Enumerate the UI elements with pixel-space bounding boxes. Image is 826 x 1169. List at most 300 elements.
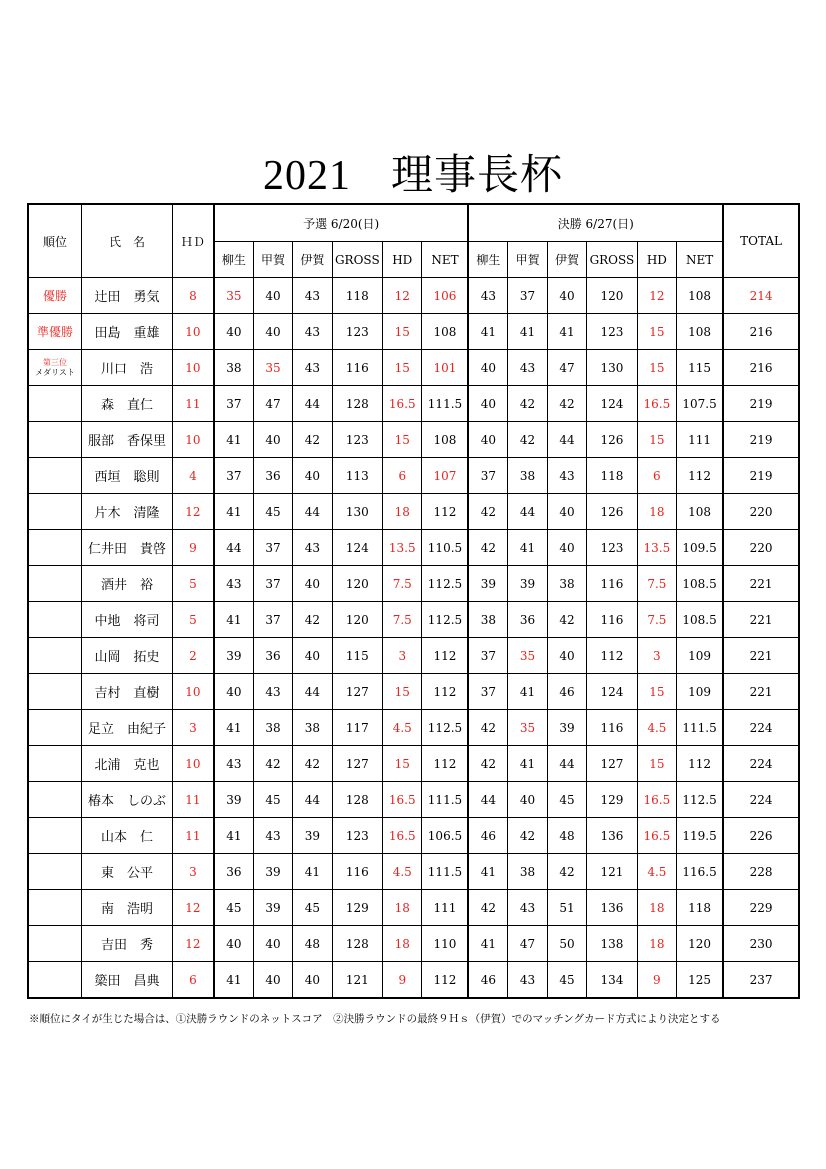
rank-cell [28, 386, 82, 422]
final-score: 43 [547, 458, 586, 494]
final-score: 129 [587, 782, 638, 818]
prelim-score: 36 [214, 854, 253, 890]
prelim-score: 15 [383, 350, 422, 386]
prelim-score: 44 [214, 530, 253, 566]
prelim-score: 112 [422, 674, 469, 710]
prelim-score: 121 [332, 962, 383, 999]
prelim-score: 41 [293, 854, 332, 890]
prelim-score: 40 [214, 926, 253, 962]
prelim-score: 42 [293, 422, 332, 458]
prelim-score: 106.5 [422, 818, 469, 854]
prelim-score: 40 [214, 314, 253, 350]
prelim-score: 7.5 [383, 566, 422, 602]
final-score: 40 [547, 530, 586, 566]
table-row [28, 674, 799, 710]
prelim-score: 4.5 [383, 854, 422, 890]
final-score: 37 [468, 458, 507, 494]
prelim-score: 116 [332, 854, 383, 890]
prelim-score: 38 [214, 350, 253, 386]
prelim-score: 123 [332, 422, 383, 458]
prelim-score: 112 [422, 494, 469, 530]
final-score: 38 [468, 602, 507, 638]
total-score: 224 [723, 710, 799, 746]
player-name: 吉村 直樹 [82, 674, 173, 710]
player-name: 田島 重雄 [82, 314, 173, 350]
prelim-score: 41 [214, 818, 253, 854]
prelim-score: 106 [422, 278, 469, 314]
header-prelim-yagyu: 柳生 [214, 242, 253, 278]
prelim-score: 111.5 [422, 782, 469, 818]
prelim-score: 18 [383, 494, 422, 530]
player-name: 吉田 秀 [82, 926, 173, 962]
page-title [0, 142, 826, 202]
prelim-score: 112.5 [422, 602, 469, 638]
rank-cell [28, 890, 82, 926]
handicap: 9 [172, 530, 213, 566]
final-score: 37 [508, 278, 547, 314]
title-name: 理事長杯 [390, 150, 563, 199]
player-name: 北浦 克也 [82, 746, 173, 782]
prelim-score: 36 [253, 638, 292, 674]
player-name: 片木 清隆 [82, 494, 173, 530]
total-score: 214 [723, 278, 799, 314]
rank-cell [28, 422, 82, 458]
final-score: 18 [637, 926, 676, 962]
prelim-score: 128 [332, 386, 383, 422]
prelim-score: 127 [332, 746, 383, 782]
prelim-score: 4.5 [383, 710, 422, 746]
prelim-score: 129 [332, 890, 383, 926]
player-name: 中地 将司 [82, 602, 173, 638]
prelim-score: 47 [253, 386, 292, 422]
prelim-score: 43 [293, 314, 332, 350]
prelim-score: 42 [293, 602, 332, 638]
prelim-score: 112 [422, 638, 469, 674]
final-score: 42 [508, 422, 547, 458]
prelim-score: 112.5 [422, 566, 469, 602]
table-row [28, 314, 799, 350]
final-score: 12 [637, 278, 676, 314]
rank-cell [28, 962, 82, 999]
prelim-score: 45 [214, 890, 253, 926]
final-score: 119.5 [677, 818, 724, 854]
prelim-score: 45 [253, 494, 292, 530]
final-score: 18 [637, 494, 676, 530]
prelim-score: 40 [253, 926, 292, 962]
final-score: 107.5 [677, 386, 724, 422]
prelim-score: 3 [383, 638, 422, 674]
table-row [28, 422, 799, 458]
final-score: 43 [468, 278, 507, 314]
final-score: 115 [677, 350, 724, 386]
final-score: 43 [508, 350, 547, 386]
final-score: 118 [587, 458, 638, 494]
final-score: 116 [587, 602, 638, 638]
final-score: 108 [677, 278, 724, 314]
header-prelim-gross: GROSS [332, 242, 383, 278]
prelim-score: 45 [253, 782, 292, 818]
rank-cell [28, 746, 82, 782]
final-score: 42 [547, 386, 586, 422]
prelim-score: 39 [253, 890, 292, 926]
final-score: 111.5 [677, 710, 724, 746]
prelim-score: 44 [293, 674, 332, 710]
prelim-score: 43 [293, 278, 332, 314]
total-score: 219 [723, 386, 799, 422]
handicap: 3 [172, 710, 213, 746]
final-score: 40 [547, 278, 586, 314]
header-final-yagyu: 柳生 [468, 242, 507, 278]
final-score: 138 [587, 926, 638, 962]
total-score: 229 [723, 890, 799, 926]
player-name: 山本 仁 [82, 818, 173, 854]
header-name: 氏 名 [82, 204, 173, 278]
handicap: 8 [172, 278, 213, 314]
final-score: 124 [587, 674, 638, 710]
prelim-score: 112.5 [422, 710, 469, 746]
prelim-score: 120 [332, 602, 383, 638]
prelim-score: 48 [293, 926, 332, 962]
final-score: 111 [677, 422, 724, 458]
rank-cell: 準優勝 [28, 314, 82, 350]
handicap: 6 [172, 962, 213, 999]
prelim-score: 18 [383, 926, 422, 962]
prelim-score: 128 [332, 782, 383, 818]
total-score: 216 [723, 350, 799, 386]
final-score: 118 [677, 890, 724, 926]
rank-cell [28, 602, 82, 638]
final-score: 41 [508, 530, 547, 566]
rank-cell [28, 818, 82, 854]
prelim-score: 111 [422, 890, 469, 926]
final-score: 42 [468, 710, 507, 746]
handicap: 10 [172, 350, 213, 386]
final-score: 13.5 [637, 530, 676, 566]
prelim-score: 40 [293, 458, 332, 494]
final-score: 40 [468, 422, 507, 458]
player-name: 森 直仁 [82, 386, 173, 422]
final-score: 7.5 [637, 566, 676, 602]
prelim-score: 123 [332, 818, 383, 854]
prelim-score: 16.5 [383, 818, 422, 854]
table-row [28, 350, 799, 386]
footnote: ※順位にタイが生じた場合は、①決勝ラウンドのネットスコア ②決勝ラウンドの最終９Ｈｓ（伊賀）でのマッチングカード方式により決定とする [29, 1013, 721, 1025]
final-score: 40 [547, 638, 586, 674]
rank-cell [28, 674, 82, 710]
prelim-score: 40 [293, 566, 332, 602]
prelim-score: 37 [253, 530, 292, 566]
prelim-score: 43 [214, 566, 253, 602]
header-rank: 順位 [28, 204, 82, 278]
prelim-score: 115 [332, 638, 383, 674]
final-score: 45 [547, 962, 586, 999]
final-score: 42 [508, 818, 547, 854]
prelim-score: 9 [383, 962, 422, 999]
header-final-net: NET [677, 242, 724, 278]
prelim-score: 35 [253, 350, 292, 386]
prelim-score: 40 [214, 674, 253, 710]
prelim-score: 111.5 [422, 854, 469, 890]
table-row [28, 962, 799, 999]
prelim-score: 42 [293, 746, 332, 782]
final-score: 108 [677, 494, 724, 530]
header-final-iga: 伊賀 [547, 242, 586, 278]
final-score: 40 [508, 782, 547, 818]
header-prelim: 予選 6/20(日) [214, 204, 469, 242]
header-final-hd: HD [637, 242, 676, 278]
table-row [28, 746, 799, 782]
prelim-score: 39 [293, 818, 332, 854]
prelim-score: 15 [383, 422, 422, 458]
rank-cell [28, 710, 82, 746]
table-row [28, 818, 799, 854]
rank-cell [28, 350, 82, 386]
final-score: 16.5 [637, 386, 676, 422]
final-score: 15 [637, 314, 676, 350]
title-year: 2021 [262, 153, 351, 199]
table-row [28, 926, 799, 962]
final-score: 116.5 [677, 854, 724, 890]
final-score: 40 [468, 350, 507, 386]
final-score: 43 [508, 962, 547, 999]
final-score: 44 [468, 782, 507, 818]
final-score: 120 [677, 926, 724, 962]
final-score: 109.5 [677, 530, 724, 566]
final-score: 4.5 [637, 710, 676, 746]
prelim-score: 12 [383, 278, 422, 314]
prelim-score: 110 [422, 926, 469, 962]
total-score: 221 [723, 674, 799, 710]
handicap: 10 [172, 422, 213, 458]
rank-cell [28, 926, 82, 962]
prelim-score: 43 [293, 350, 332, 386]
total-score: 219 [723, 458, 799, 494]
rank-cell [28, 854, 82, 890]
player-name: 足立 由紀子 [82, 710, 173, 746]
final-score: 43 [508, 890, 547, 926]
final-score: 44 [508, 494, 547, 530]
player-name: 椿本 しのぶ [82, 782, 173, 818]
prelim-score: 107 [422, 458, 469, 494]
handicap: 12 [172, 890, 213, 926]
total-score: 221 [723, 566, 799, 602]
handicap: 5 [172, 566, 213, 602]
player-name: 酒井 裕 [82, 566, 173, 602]
prelim-score: 43 [253, 674, 292, 710]
handicap: 5 [172, 602, 213, 638]
prelim-score: 16.5 [383, 386, 422, 422]
prelim-score: 15 [383, 674, 422, 710]
header-prelim-koka: 甲賀 [253, 242, 292, 278]
prelim-score: 43 [214, 746, 253, 782]
prelim-score: 124 [332, 530, 383, 566]
prelim-score: 123 [332, 314, 383, 350]
player-name: 仁井田 貴啓 [82, 530, 173, 566]
table-row [28, 494, 799, 530]
prelim-score: 111.5 [422, 386, 469, 422]
final-score: 41 [508, 674, 547, 710]
final-score: 15 [637, 746, 676, 782]
rank-cell [28, 638, 82, 674]
prelim-score: 117 [332, 710, 383, 746]
prelim-score: 45 [293, 890, 332, 926]
prelim-score: 38 [293, 710, 332, 746]
final-score: 46 [468, 818, 507, 854]
final-score: 108.5 [677, 602, 724, 638]
header-prelim-iga: 伊賀 [293, 242, 332, 278]
handicap: 11 [172, 818, 213, 854]
final-score: 108.5 [677, 566, 724, 602]
final-score: 39 [468, 566, 507, 602]
handicap: 3 [172, 854, 213, 890]
prelim-score: 6 [383, 458, 422, 494]
prelim-score: 44 [293, 494, 332, 530]
prelim-score: 40 [253, 278, 292, 314]
header-final: 決勝 6/27(日) [468, 204, 723, 242]
prelim-score: 118 [332, 278, 383, 314]
handicap: 2 [172, 638, 213, 674]
table-row [28, 710, 799, 746]
final-score: 47 [547, 350, 586, 386]
final-score: 42 [547, 602, 586, 638]
rank-cell: 優勝 [28, 278, 82, 314]
final-score: 112 [677, 458, 724, 494]
final-score: 39 [508, 566, 547, 602]
final-score: 123 [587, 314, 638, 350]
table-row [28, 386, 799, 422]
player-name: 山岡 拓史 [82, 638, 173, 674]
final-score: 120 [587, 278, 638, 314]
total-score: 226 [723, 818, 799, 854]
prelim-score: 41 [214, 962, 253, 999]
header-final-koka: 甲賀 [508, 242, 547, 278]
prelim-score: 15 [383, 314, 422, 350]
final-score: 116 [587, 710, 638, 746]
final-score: 41 [468, 854, 507, 890]
prelim-score: 15 [383, 746, 422, 782]
final-score: 116 [587, 566, 638, 602]
final-score: 41 [508, 314, 547, 350]
final-score: 39 [547, 710, 586, 746]
prelim-score: 16.5 [383, 782, 422, 818]
player-name: 服部 香保里 [82, 422, 173, 458]
table-row [28, 602, 799, 638]
prelim-score: 42 [253, 746, 292, 782]
final-score: 41 [468, 314, 507, 350]
prelim-score: 37 [214, 386, 253, 422]
handicap: 10 [172, 314, 213, 350]
final-score: 112 [677, 746, 724, 782]
final-score: 4.5 [637, 854, 676, 890]
final-score: 16.5 [637, 818, 676, 854]
header-final-gross: GROSS [587, 242, 638, 278]
total-score: 228 [723, 854, 799, 890]
prelim-score: 18 [383, 890, 422, 926]
prelim-score: 110.5 [422, 530, 469, 566]
prelim-score: 120 [332, 566, 383, 602]
final-score: 15 [637, 422, 676, 458]
prelim-score: 112 [422, 746, 469, 782]
final-score: 127 [587, 746, 638, 782]
prelim-score: 40 [253, 422, 292, 458]
prelim-score: 44 [293, 782, 332, 818]
prelim-score: 43 [293, 530, 332, 566]
prelim-score: 37 [253, 566, 292, 602]
final-score: 41 [508, 746, 547, 782]
player-name: 川口 浩 [82, 350, 173, 386]
prelim-score: 41 [214, 494, 253, 530]
prelim-score: 43 [253, 818, 292, 854]
final-score: 51 [547, 890, 586, 926]
final-score: 42 [468, 494, 507, 530]
total-score: 224 [723, 782, 799, 818]
results-body [28, 278, 799, 999]
player-name: 辻田 勇気 [82, 278, 173, 314]
final-score: 108 [677, 314, 724, 350]
handicap: 10 [172, 746, 213, 782]
table-row [28, 854, 799, 890]
prelim-score: 40 [253, 962, 292, 999]
prelim-score: 41 [214, 422, 253, 458]
final-score: 112 [587, 638, 638, 674]
table-row [28, 890, 799, 926]
final-score: 42 [468, 890, 507, 926]
total-score: 220 [723, 494, 799, 530]
rank-cell [28, 458, 82, 494]
final-score: 42 [547, 854, 586, 890]
prelim-score: 37 [253, 602, 292, 638]
final-score: 38 [508, 458, 547, 494]
prelim-score: 130 [332, 494, 383, 530]
rank-cell [28, 566, 82, 602]
final-score: 42 [508, 386, 547, 422]
prelim-score: 108 [422, 314, 469, 350]
prelim-score: 116 [332, 350, 383, 386]
table-row [28, 458, 799, 494]
prelim-score: 41 [214, 710, 253, 746]
header-prelim-hd: HD [383, 242, 422, 278]
final-score: 46 [547, 674, 586, 710]
final-score: 112.5 [677, 782, 724, 818]
final-score: 45 [547, 782, 586, 818]
final-score: 121 [587, 854, 638, 890]
total-score: 219 [723, 422, 799, 458]
handicap: 11 [172, 782, 213, 818]
final-score: 18 [637, 890, 676, 926]
handicap: 12 [172, 926, 213, 962]
final-score: 40 [468, 386, 507, 422]
rank-cell [28, 530, 82, 566]
final-score: 136 [587, 818, 638, 854]
final-score: 40 [547, 494, 586, 530]
final-score: 123 [587, 530, 638, 566]
player-name: 西垣 聡則 [82, 458, 173, 494]
final-score: 9 [637, 962, 676, 999]
prelim-score: 40 [293, 638, 332, 674]
final-score: 15 [637, 350, 676, 386]
final-score: 3 [637, 638, 676, 674]
rank-cell [28, 494, 82, 530]
final-score: 42 [468, 746, 507, 782]
total-score: 216 [723, 314, 799, 350]
prelim-score: 40 [293, 962, 332, 999]
total-score: 224 [723, 746, 799, 782]
final-score: 50 [547, 926, 586, 962]
player-name: 東 公平 [82, 854, 173, 890]
final-score: 7.5 [637, 602, 676, 638]
final-score: 15 [637, 674, 676, 710]
results-table [27, 203, 800, 999]
